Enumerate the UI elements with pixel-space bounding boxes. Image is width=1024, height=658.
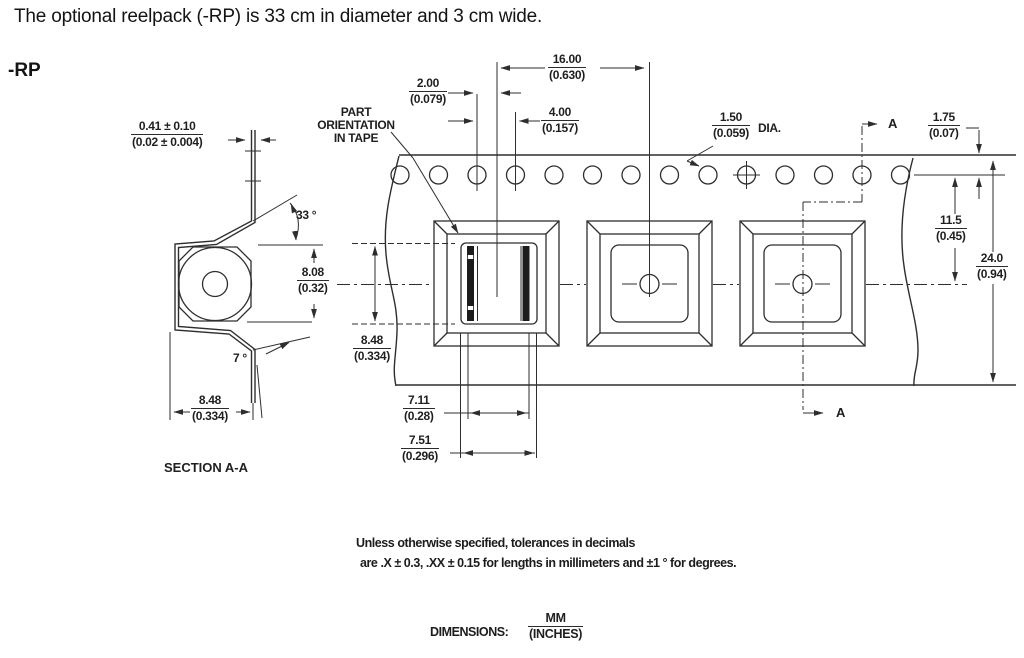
datum-a-top: A [888, 116, 898, 131]
dim-pocket-pitch: $\frac{16.00}{(0.630)}$ [549, 52, 585, 82]
carrier-tape-outline [385, 155, 1016, 386]
dim-hole-dia: $\frac{1.50}{(0.059)}$ [713, 110, 749, 140]
variant-label: -RP [8, 60, 41, 81]
page-title: The optional reelpack (-RP) is 33 cm in diameter and 3 cm wide. [14, 6, 543, 27]
dim-tape-width: $\frac{24.0}{(0.94)}$ [977, 251, 1007, 281]
dim-pocket-depth: $\frac{8.08}{(0.32)}$ [298, 265, 328, 295]
dimensions-label: DIMENSIONS: [430, 625, 509, 639]
units-fraction: MM (INCHES) [529, 611, 583, 641]
part-orientation-note: PART ORIENTATION IN TAPE [317, 105, 395, 145]
dim-edge-margin: $\frac{1.75}{(0.07)}$ [929, 110, 959, 140]
tolerance-note-line1: Unless otherwise specified, tolerances in decimals [356, 536, 636, 550]
part-orientation-leader [391, 132, 458, 233]
angle-7-label: 7 ° [233, 351, 247, 365]
dim-part-inner: $\frac{7.11}{(0.28)}$ [404, 393, 434, 423]
dim-hole-to-center: $\frac{11.5}{(0.45)}$ [936, 213, 966, 243]
dim-part-outer: $\frac{7.51}{(0.296)}$ [402, 433, 438, 463]
dimension-pocket-span-mid [352, 244, 455, 325]
section-view [175, 130, 261, 403]
dim-hole-pitch: $\frac{4.00}{(0.157)}$ [542, 105, 578, 135]
sprocket-holes [391, 161, 910, 189]
dimension-lines-bottom [444, 333, 537, 458]
dim-pocket-span-section: $\frac{8.48}{(0.334)}$ [192, 393, 228, 423]
dia-suffix: DIA. [758, 121, 781, 135]
tolerance-note-line2: are .X ± 0.3, .XX ± 0.15 for lengths in millimeters and ±1 ° for degrees. [360, 556, 737, 570]
dim-pocket-span-mid: $\frac{8.48}{(0.334)}$ [354, 333, 390, 363]
dim-tape-thickness: $\frac{0.41 \pm 0.10}{(0.02 \pm 0.004)}$ [132, 119, 203, 149]
dim-hole-to-pocket: $\frac{2.00}{(0.079)}$ [410, 76, 446, 106]
datum-a-bottom: A [836, 405, 846, 420]
angle-33-label: 33 ° [296, 208, 317, 222]
section-label: SECTION A-A [164, 460, 249, 475]
